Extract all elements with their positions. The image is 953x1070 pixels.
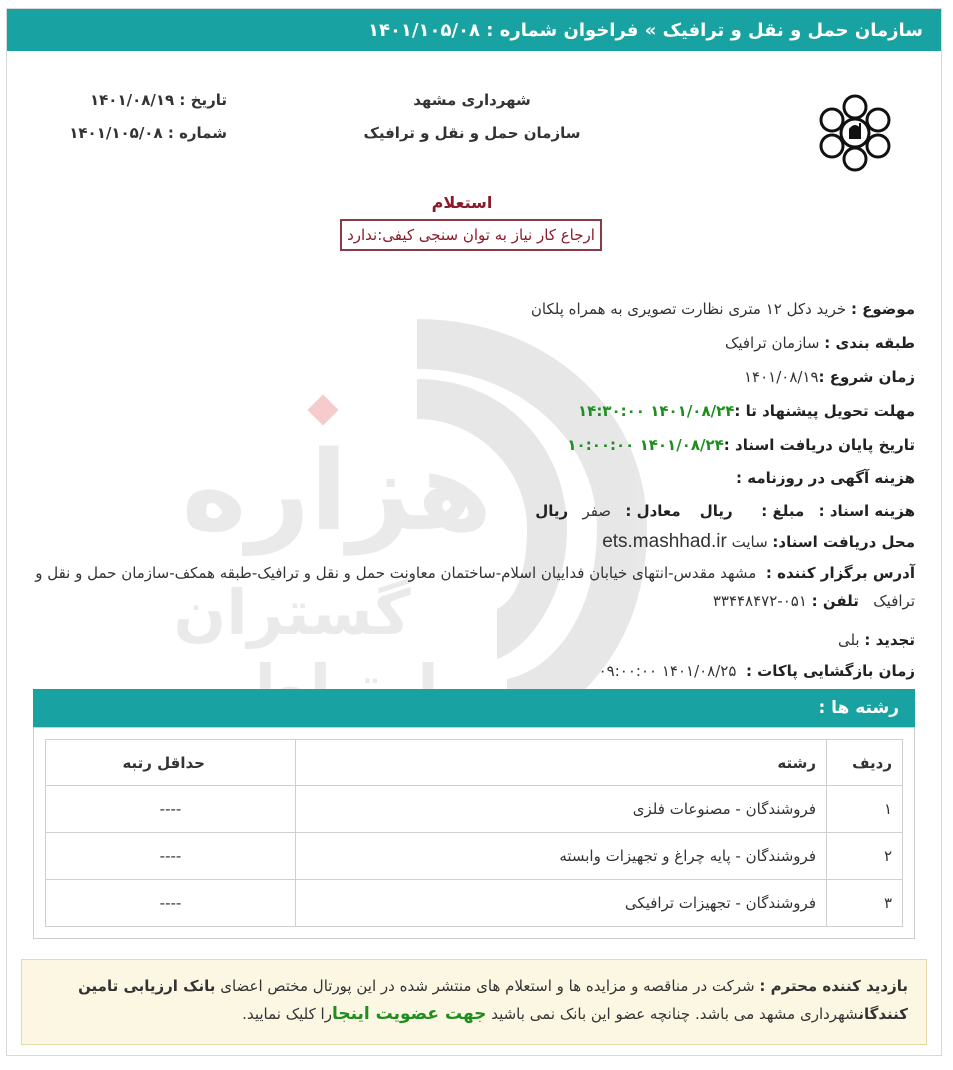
docplace-prefix: سایت	[731, 533, 768, 551]
cell-row-number: ۲	[827, 833, 903, 880]
page-frame	[6, 8, 942, 1056]
address-label: آدرس برگزار کننده :	[765, 564, 915, 582]
equiv-label: معادل :	[625, 502, 681, 520]
fields-table-container	[33, 727, 915, 939]
renew-row	[35, 630, 915, 650]
date-label: تاریخ :	[179, 91, 227, 109]
cell-field: فروشندگان - تجهیزات ترافیکی	[296, 880, 827, 927]
phone-value: ۰۵۱-۳۳۴۴۸۴۷۲	[712, 592, 807, 610]
cell-field: فروشندگان - مصنوعات فلزی	[296, 786, 827, 833]
equiv-unit: ریال	[535, 502, 569, 520]
date-value: ۱۴۰۱/۰۸/۱۹	[89, 91, 175, 109]
amount-label: مبلغ :	[761, 502, 805, 520]
amount-unit: ریال	[699, 502, 733, 520]
doccost-label: هزینه اسناد :	[818, 502, 915, 520]
notice-text-1: شرکت در مناقصه و مزایده ها و استعلام های منتشر شده در این پورتال مختص اعضای	[220, 977, 755, 995]
watermark-text-2: گستران	[173, 576, 411, 649]
renew-value: بلی	[837, 631, 860, 649]
docplace-site: ets.mashhad.ir	[602, 531, 727, 552]
phone-label: تلفن :	[811, 592, 859, 610]
subject-value: خرید دکل ۱۲ متری نظارت تصویری به همراه پلکان	[530, 300, 847, 318]
watermark-text-1: هزاره	[181, 427, 493, 555]
subject-row	[35, 299, 915, 319]
header-field: رشته	[296, 740, 827, 786]
cell-field: فروشندگان - پایه چراغ و تجهیزات وابسته	[296, 833, 827, 880]
notice-bank-name: بانک ارزیابی تامین کنندگان	[78, 977, 908, 1023]
cell-min-rank: ----	[46, 880, 296, 927]
org-line-2: سازمان حمل و نقل و ترافیک	[363, 124, 581, 142]
adcost-row	[35, 468, 915, 488]
page-header	[7, 9, 941, 51]
header-title: سازمان حمل و نقل و ترافیک » فراخوان شماره : ۱۴۰۱/۱۰۵/۰۸	[367, 19, 923, 41]
watermark-text-3: ارتباط	[245, 651, 439, 724]
opening-label: زمان بازگشایی پاکات :	[745, 662, 915, 680]
deadline-label: مهلت تحویل پیشنهاد تا :	[734, 402, 915, 420]
meta-number	[37, 124, 227, 142]
category-row	[35, 333, 915, 353]
address-row	[20, 559, 915, 615]
meta-date	[37, 91, 227, 109]
table-row	[46, 833, 903, 880]
opening-row	[35, 661, 915, 681]
category-value: سازمان ترافیک	[724, 334, 820, 352]
table-row	[46, 880, 903, 927]
membership-link[interactable]: جهت عضویت اینجا	[331, 1004, 487, 1024]
subject-label: موضوع :	[850, 300, 915, 318]
docend-value: ۱۴۰۱/۰۸/۲۴ ۱۰:۰۰:۰۰	[567, 436, 724, 454]
table-header-row	[46, 740, 903, 786]
esteelam-title: استعلام	[431, 193, 493, 212]
docplace-label: محل دریافت اسناد:	[772, 533, 915, 551]
deadline-value: ۱۴۰۱/۰۸/۲۴ ۱۴:۳۰:۰۰	[578, 402, 735, 420]
deadline-row	[35, 401, 915, 421]
mashhad-municipality-logo	[809, 87, 901, 179]
cell-row-number: ۱	[827, 786, 903, 833]
docend-label: تاریخ پایان دریافت اسناد :	[723, 436, 915, 454]
docplace-row	[35, 532, 915, 552]
cell-min-rank: ----	[46, 833, 296, 880]
cell-row-number: ۳	[827, 880, 903, 927]
doccost-row	[35, 501, 915, 521]
table-row	[46, 786, 903, 833]
fields-table	[45, 739, 903, 927]
start-value: ۱۴۰۱/۰۸/۱۹	[743, 368, 819, 386]
number-value: ۱۴۰۱/۱۰۵/۰۸	[69, 124, 163, 142]
org-line-1: شهرداری مشهد	[413, 91, 531, 109]
header-row-number: ردیف	[827, 740, 903, 786]
fields-section-title: رشته ها :	[818, 698, 899, 718]
fields-section-header	[33, 689, 915, 727]
cell-min-rank: ----	[46, 786, 296, 833]
category-label: طبقه بندی :	[824, 334, 915, 352]
notice-greeting: بازدید کننده محترم :	[759, 977, 908, 995]
docend-row	[35, 435, 915, 455]
equiv-value: صفر	[582, 502, 612, 520]
opening-value: ۱۴۰۱/۰۸/۲۵ ۰۹:۰۰:۰۰	[598, 662, 737, 680]
start-label: زمان شروع :	[818, 368, 915, 386]
quality-assessment-note: ارجاع کار نیاز به توان سنجی کیفی:ندارد	[340, 219, 602, 251]
adcost-label: هزینه آگهی در روزنامه :	[736, 469, 915, 487]
number-label: شماره :	[167, 124, 227, 142]
membership-notice	[21, 959, 927, 1045]
address-value: مشهد مقدس-انتهای خیابان فداییان اسلام-ساختمان معاونت حمل و نقل و ترافیک-طبقه همکف-سازمان حمل و نقل و ترافیک	[35, 564, 915, 610]
start-row	[35, 367, 915, 387]
notice-text-2: شهرداری مشهد می باشد. چنانچه عضو این بانک نمی باشید	[491, 1005, 859, 1023]
notice-text-3: را کلیک نمایید.	[242, 1005, 332, 1023]
renew-label: تجدید :	[864, 631, 915, 649]
header-min-rank: حداقل رتبه	[46, 740, 296, 786]
